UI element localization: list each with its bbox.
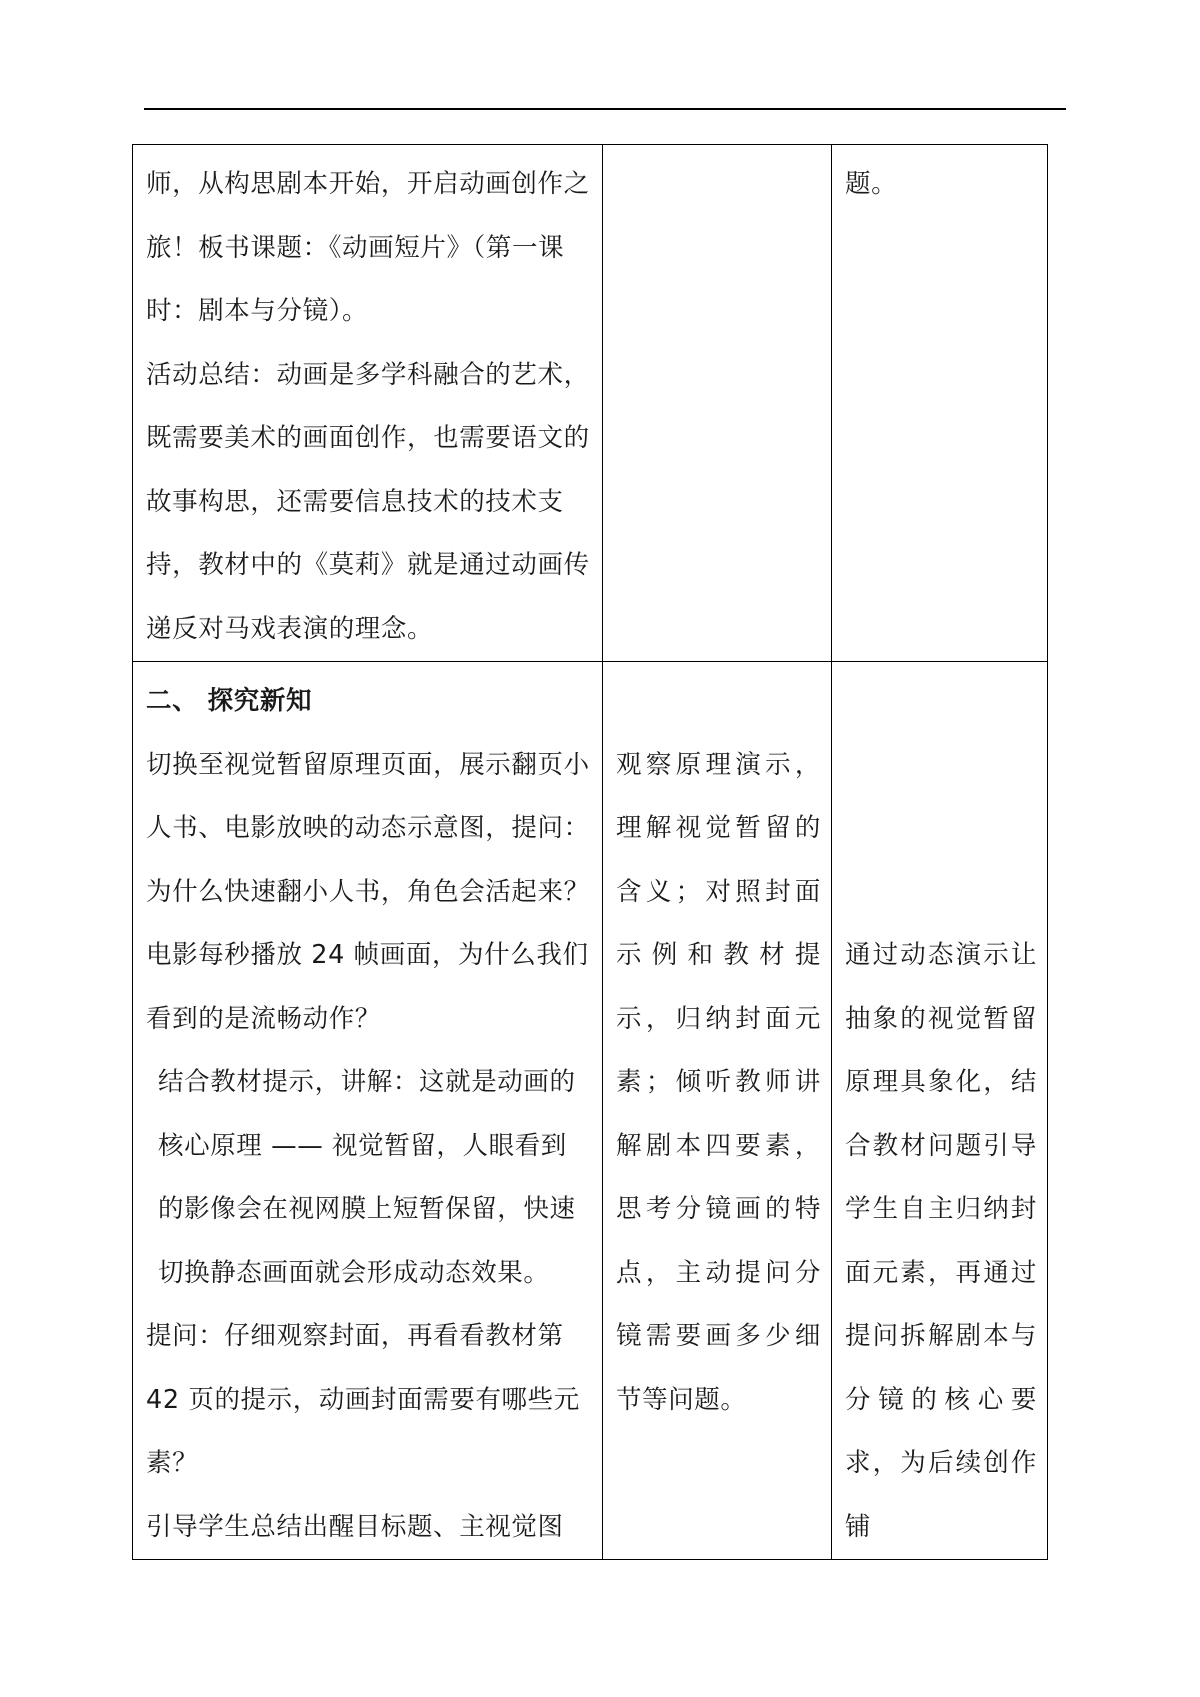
teacher-activity-cell [133, 662, 603, 1560]
student-activity-cell [603, 662, 832, 1560]
lesson-plan-table [132, 144, 1048, 1560]
paragraph: 切换至视觉暂留原理页面，展示翻页小人书、电影放映的动态示意图，提问：为什么快速翻小人书，角色会活起来？电影每秒播放 24 帧画面，为什么我们看到的是流畅动作？ [146, 749, 590, 1034]
paragraph: 题。 [845, 169, 898, 199]
paragraph: 提问：仔细观察封面，再看看教材第 42 页的提示，动画封面需要有哪些元素？ [146, 1321, 580, 1478]
table-row [133, 662, 1048, 1560]
design-intent-cell [832, 662, 1048, 1560]
spacer [845, 670, 1037, 924]
paragraph: 引导学生总结出醒目标题、主视觉图 [146, 1511, 564, 1542]
design-intent-cell [832, 145, 1048, 662]
paragraph: 结合教材提示，讲解：这就是动画的核心原理 —— 视觉暂留，人眼看到的影像会在视网膜上短暂保留，快速切换静态画面就会形成动态效果。 [158, 1067, 576, 1288]
paragraph: 活动总结：动画是多学科融合的艺术，既需要美术的画面创作，也需要语文的故事构思，还需要信息技术的技术支持，教材中的《莫莉》就是通过动画传递反对马戏表演的理念。 [146, 359, 590, 644]
table-row [133, 145, 1048, 662]
paragraph: 通过动态演示让抽象的视觉暂留原理具象化，结合教材问题引导学生自主归纳封面元素，再通过提问拆解剧本与分镜的核心要求，为后续创作铺 [845, 940, 1037, 1542]
header-rule [144, 108, 1066, 110]
teacher-activity-cell [133, 145, 603, 662]
spacer [616, 670, 821, 734]
paragraph: 观察原理演示，理解视觉暂留的含义；对照封面示例和教材提示，归纳封面元素；倾听教师讲解剧本四要素，思考分镜画的特点，主动提问分镜需要画多少细节等问题。 [616, 749, 821, 1415]
section-title: 二、 探究新知 [146, 686, 313, 716]
student-activity-cell [603, 145, 832, 662]
paragraph: 师，从构思剧本开始，开启动画创作之旅！板书课题：《动画短片》（第一课时：剧本与分镜）。 [146, 169, 590, 326]
